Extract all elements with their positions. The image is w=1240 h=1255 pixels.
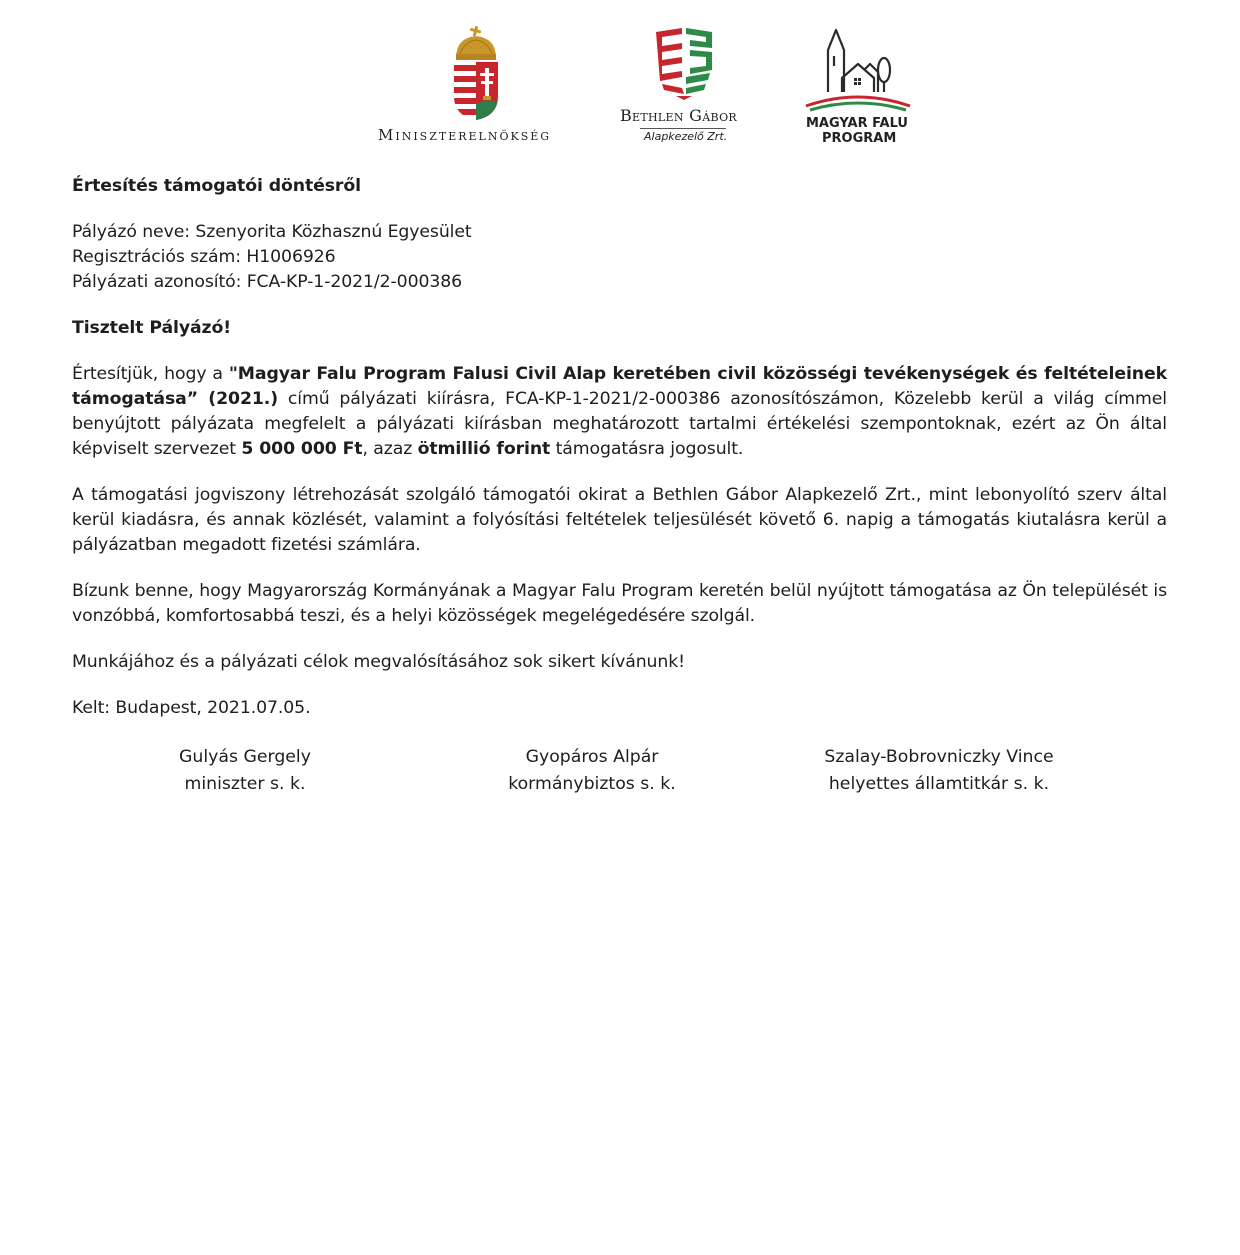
text: támogatásra jogosult.: [550, 439, 744, 459]
signatory-name: Szalay-Bobrovniczky Vince: [824, 747, 1054, 767]
bethlen-gabor-logo: [620, 24, 750, 149]
signatory-title: miniszter s. k.: [184, 774, 306, 794]
registration-value: H1006926: [246, 247, 336, 267]
text: című pályázati kiírásra, FCA-KP-1-2021/2-000386 azonosítószámon, Közelebb kerül a világ címmel benyújtott pályázata megfelelt a pályázati kiírásban meghatározott tartalmi értékelési szempontoknak, ezért az Ön által képviselt szervezet: [72, 389, 1167, 459]
text: Értesítjük, hogy a: [72, 364, 229, 384]
letter-body: [72, 174, 1167, 721]
miniszterelnokseg-label: Miniszterelnökség: [378, 126, 552, 144]
signatory-name: Gulyás Gergely: [179, 747, 311, 767]
applicant-name-value: Szenyorita Közhasznú Egyesület: [195, 222, 472, 242]
village-church-icon: [804, 26, 912, 112]
bethlen-gabor-label: Bethlen Gábor: [620, 106, 737, 125]
date-line: Kelt: Budapest, 2021.07.05.: [72, 698, 311, 718]
application-id-label: Pályázati azonosító:: [72, 272, 247, 292]
divider: [640, 128, 726, 129]
application-id-value: FCA-KP-1-2021/2-000386: [246, 272, 463, 292]
signature-block: [85, 744, 405, 798]
letter-title: Értesítés támogatói döntésről: [72, 176, 361, 196]
magyar-falu-label-line2: PROGRAM: [822, 131, 897, 146]
alapkezelo-label: Alapkezelő Zrt.: [644, 130, 728, 143]
closing-line: Munkájához és a pályázati célok megvalósításához sok sikert kívánunk!: [72, 652, 685, 672]
grant-amount-words: ötmillió forint: [417, 439, 551, 459]
bethlen-gabor-shield-icon: [652, 26, 716, 102]
text: , azaz: [362, 439, 418, 459]
miniszterelnokseg-logo: [378, 24, 578, 149]
signature-block: [432, 744, 752, 798]
signatory-title: helyettes államtitkár s. k.: [828, 774, 1050, 794]
program-title: "Magyar Falu Program Falusi Civil Alap keretében civil közösségi tevékenységek és feltételeinek támogatása” (2021.): [72, 364, 1167, 409]
paragraph-contract: A támogatási jogviszony létrehozását szolgáló támogatói okirat a Bethlen Gábor Alapkezelő Zrt., mint lebonyolító szerv által kerül kiadásra, és annak közlését, valamint a folyósítási feltételek teljesülését követő 6. napig a támogatás kiutalásra kerül a pályázatban megadott fizetési számlára.: [72, 485, 1167, 555]
signatory-name: Gyopáros Alpár: [525, 747, 659, 767]
registration-label: Regisztrációs szám:: [72, 247, 247, 267]
registration-line: [72, 245, 1167, 270]
magyar-falu-program-logo: [800, 24, 915, 149]
signature-block: [779, 744, 1099, 798]
paragraph-decision: [72, 362, 1167, 462]
salutation: Tisztelt Pályázó!: [72, 318, 232, 338]
signatory-title: kormánybiztos s. k.: [508, 774, 676, 794]
paragraph-wishes: Bízunk benne, hogy Magyarország Kormányának a Magyar Falu Program keretén belül nyújtott támogatása az Ön települését is vonzóbbá, komfortosabbá teszi, és a helyi közösségek megelégedésére szolgál.: [72, 581, 1167, 626]
grant-amount: 5 000 000 Ft: [241, 439, 363, 459]
application-id-line: [72, 270, 1167, 295]
magyar-falu-label-line1: MAGYAR FALU: [806, 116, 908, 131]
applicant-name-line: [72, 220, 1167, 245]
header-logos: [0, 24, 1240, 154]
hungarian-coat-of-arms-icon: [450, 24, 502, 124]
applicant-name-label: Pályázó neve:: [72, 222, 196, 242]
